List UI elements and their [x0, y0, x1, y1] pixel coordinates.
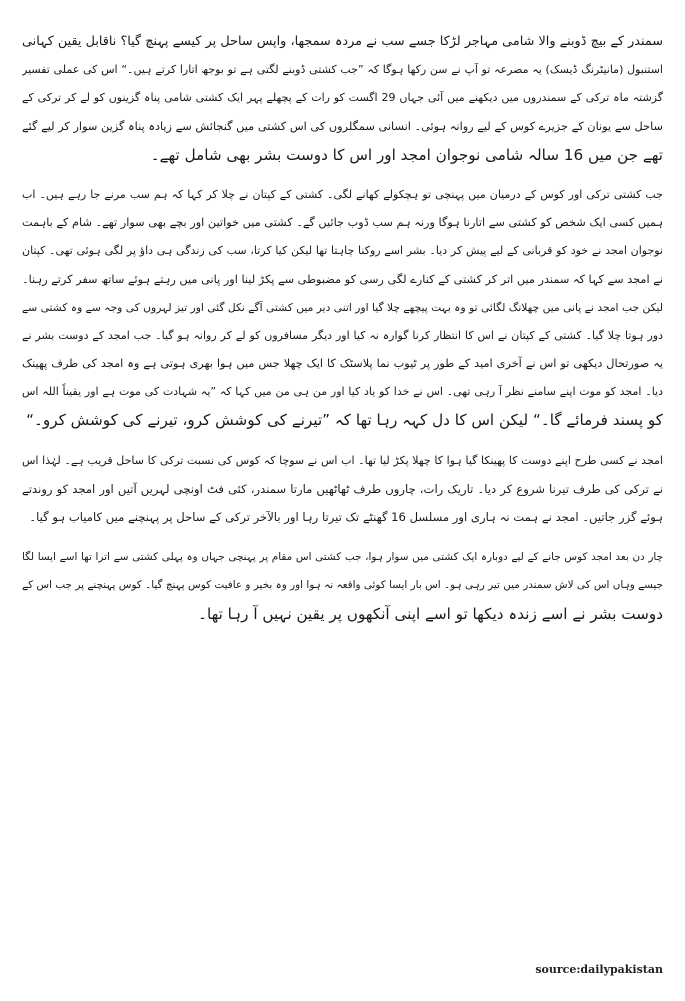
- paragraph-line: لیکن جب امجد نے پانی میں چھلانگ لگائی تو وہ بہت پیچھے چلا گیا اور اتنی دیر میں کشتی آگے نکل گئی اور تیز لہروں کی وجہ سے وہ کشتی سے: [22, 300, 663, 314]
- paragraph-2: [22, 181, 663, 435]
- paragraph-line: ساحل سے یونان کے جزیرے کوس کے لیے روانہ ہوئی۔ انسانی سمگلروں کی اس کشتی میں گنجائش سے زیادہ پناہ گزین سوار کر لیے گئے: [22, 119, 663, 133]
- paragraph-line: استنبول (مانیٹرنگ ڈیسک) یہ مصرعہ تو آپ نے سن رکھا ہوگا کہ ”جب کشتی ڈوبنے لگتی ہے تو بوجھ اتارا کرتے ہیں۔“ اس کی عملی تفسیر: [22, 63, 663, 77]
- paragraph-line: سمندر کے بیچ ڈوبنے والا شامی مہاجر لڑکا جسے سب نے مردہ سمجھا، واپس ساحل پر کیسے پہنچ گیا؟ ناقابل یقین کہانی: [22, 34, 663, 49]
- paragraph-line: دوست بشر نے اسے زندہ دیکھا تو اسے اپنی آنکھوں پر یقین نہیں آ رہا تھا۔: [198, 604, 663, 623]
- paragraph-line: گزشتہ ماہ ترکی کے سمندروں میں دیکھنے میں آئی جہاں 29 اگست کو رات کے پچھلے پہر ایک کشتی شامی پناہ گزینوں کو لے کر ترکی کے: [22, 91, 663, 105]
- paragraph-line: جیسے وہاں اس کی لاش سمندر میں تیر رہی ہو۔ اس بار ایسا کوئی واقعہ نہ ہوا اور وہ بخیر و عافیت کوس پہنچ گیا۔ کوس پہنچنے پر جب اس کے: [22, 579, 663, 592]
- paragraph-line: ہوئے گزر جاتیں۔ امجد نے ہمت نہ ہاری اور مسلسل 16 گھنٹے تک تیرتا رہا اور بالآخر ترکی کے ساحل پر پہنچنے میں کامیاب ہو گیا۔: [29, 510, 663, 524]
- source-credit: source:dailypakistan: [535, 963, 663, 976]
- paragraph-line: کو پسند فرمائے گا۔“ لیکن اس کا دل کہہ رہا تھا کہ ”تیرنے کی کوشش کرو، تیرنے کی کوشش کرو۔“: [26, 411, 663, 430]
- paragraph-line: دیا۔ امجد کو موت اپنے سامنے نظر آ رہی تھی۔ اس نے خدا کو یاد کیا اور من ہی من میں کہا کہ ”یہ شہادت کی موت ہے اور یقیناً اللہ اس: [22, 385, 663, 399]
- paragraph-line: نے ترکی کی طرف تیرنا شروع کر دیا۔ تاریک رات، چاروں طرف ٹھاٹھیں مارتا سمندر، کئی فٹ اونچی لہریں آتیں اور امجد کو روندتے: [22, 481, 663, 496]
- article-body: [22, 28, 663, 640]
- paragraph-3: [22, 447, 663, 532]
- paragraph-line: یہ صورتحال دیکھی تو اس نے آخری امید کے طور پر ٹیوب نما پلاسٹک کا ایک چھلا جس میں ہوا بھری ہوتی ہے وہ امجد کی طرف پھینک: [22, 357, 663, 371]
- paragraph-line: دور ہوتا چلا گیا۔ کشتی کے کپتان نے اس کا انتظار کرنا گوارہ نہ کیا اور دیگر مسافروں کو لے کر روانہ ہو گیا۔ جب امجد کے دوست بشر نے: [22, 328, 663, 342]
- paragraph-line: ہمیں کسی ایک شخص کو کشتی سے اتارنا ہوگا ورنہ ہم سب ڈوب جائیں گے۔ کشتی میں خواتین اور بچے بھی سوار تھے۔ شام کے باہمت: [22, 216, 663, 230]
- paragraph-line: تھے جن میں 16 سالہ شامی نوجوان امجد اور اس کا دوست بشر بھی شامل تھے۔: [150, 145, 663, 164]
- paragraph-line: نوجوان امجد نے خود کو قربانی کے لیے پیش کر دیا۔ بشر اسے روکنا چاہتا تھا لیکن کیا کرتا، سب کی زندگی ہی داؤ پر لگی ہوئی تھی۔ کپتان: [22, 244, 663, 258]
- paragraph-line: چار دن بعد امجد کوس جانے کے لیے دوبارہ ایک کشتی میں سوار ہوا، جب کشتی اس مقام پر پہنچی جہاں وہ پہلی کشتی سے اترا تھا اسے ایسا لگا: [22, 551, 663, 564]
- paragraph-line: نے امجد سے کہا کہ سمندر میں اتر کر کشتی کے کنارے لگی رسی کو مضبوطی سے پکڑ لینا اور پانی میں رہتے ہوئے ساتھ سفر کرتے رہنا۔: [22, 272, 663, 286]
- paragraph-1: [22, 28, 663, 169]
- paragraph-4: [22, 543, 663, 628]
- paragraph-line: جب کشتی ترکی اور کوس کے درمیان میں پہنچی تو ہچکولے کھانے لگی۔ کشتی کے کپتان نے چلا کر کہا کہ ہم سب مرنے جا رہے ہیں۔ اب: [22, 187, 663, 201]
- paragraph-line: امجد نے کسی طرح اپنے دوست کا پھینکا گیا ہوا کا چھلا پکڑ لیا تھا۔ اب اس نے سوچا کہ کوس کی نسبت ترکی کا ساحل قریب ہے۔ لہٰذا اس: [22, 453, 663, 467]
